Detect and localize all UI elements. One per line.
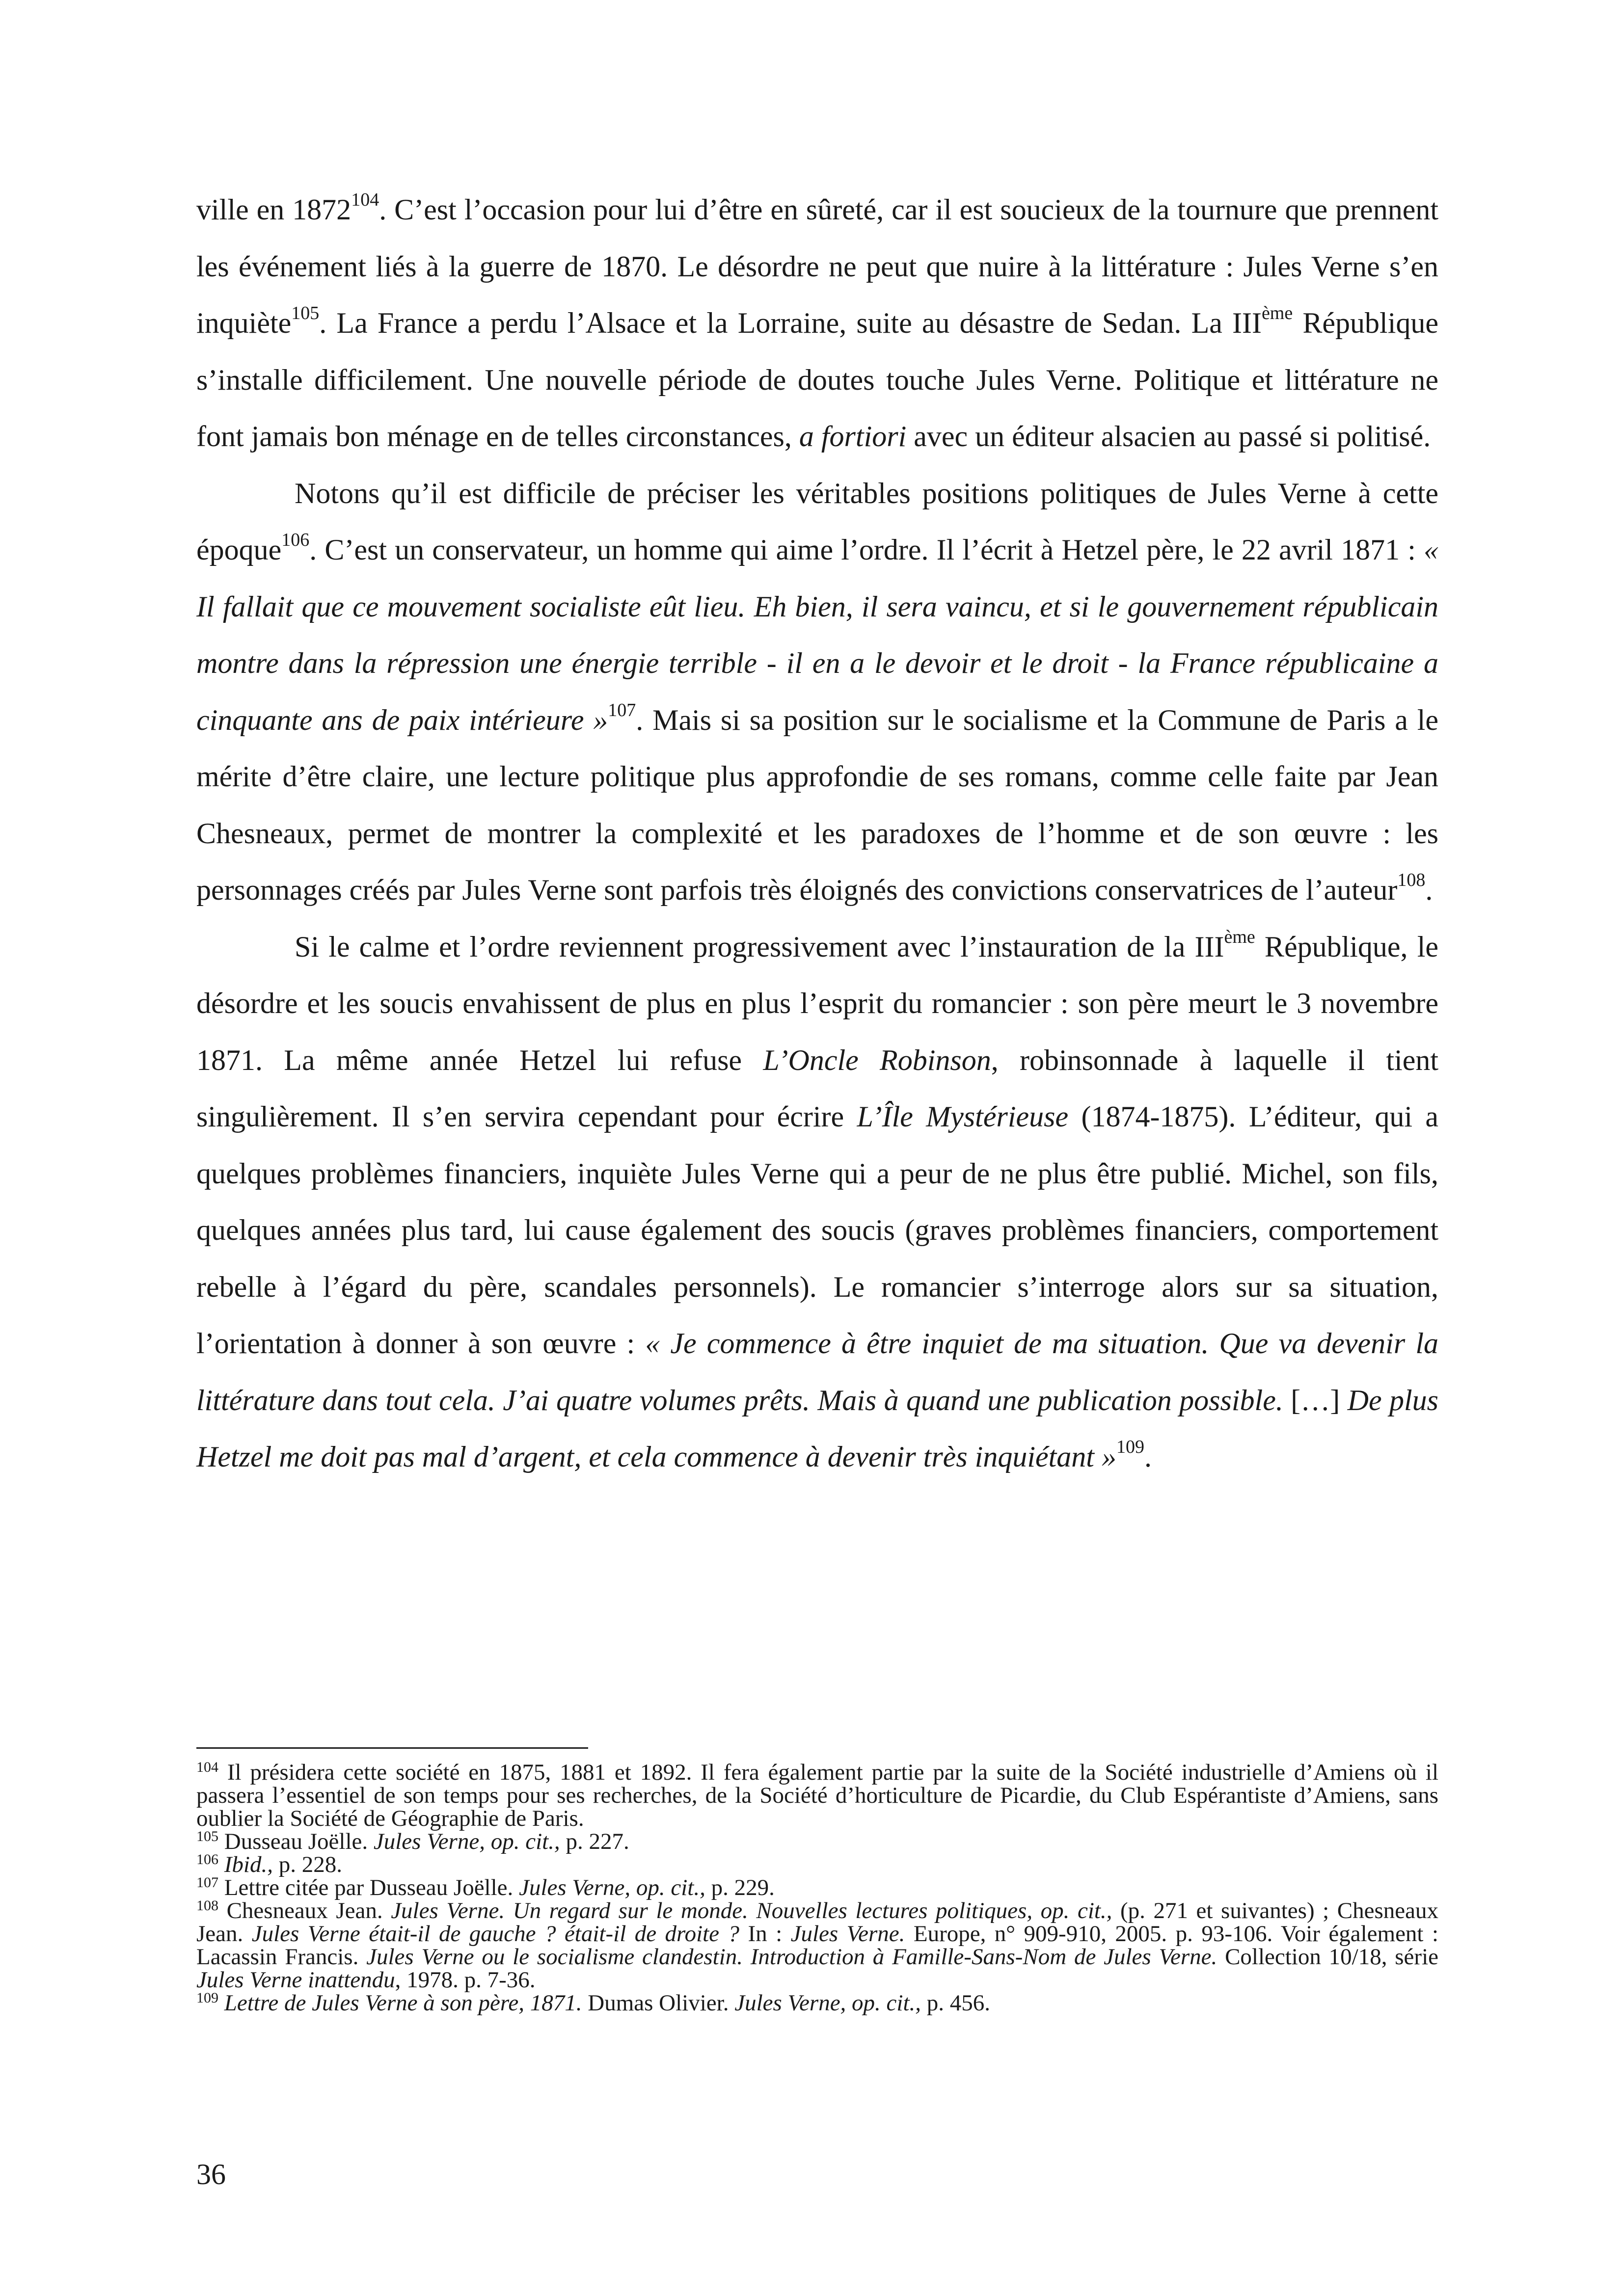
- book-title: L’Île Mystérieuse: [857, 1100, 1069, 1133]
- text-run: . C’est un conservateur, un homme qui aime l’ordre. Il l’écrit à Hetzel père, le 22 avril 1871 :: [309, 534, 1424, 566]
- footnote-107: [196, 1876, 1438, 1899]
- body-text: [196, 182, 1438, 1486]
- footnotes: [196, 1761, 1438, 2015]
- footnote-106: [196, 1853, 1438, 1876]
- footnote-text: Il présidera cette société en 1875, 1881 et 1892. Il fera également partie par la suite de la Société industrielle d’Amiens où il passera l’essentiel de son temps pour ses recherches, de la Société d’horticulture de Picardie, du Club Espérantiste d’Amiens, sans oublier la Société de Géographie de Paris.: [196, 1760, 1438, 1831]
- footnote-number: 105: [196, 1828, 218, 1844]
- text-run: avec un éditeur alsacien au passé si politisé.: [906, 420, 1431, 453]
- footnote-105: [196, 1830, 1438, 1853]
- footnote-text: Collection 10/18, série: [1217, 1944, 1438, 1970]
- footnote-italic: Jules Verne. Un regard sur le monde. Nouvelles lectures politiques, op. cit.,: [391, 1898, 1112, 1923]
- paragraph-2: [196, 465, 1438, 919]
- footnote-ref-109[interactable]: 109: [1116, 1437, 1144, 1457]
- footnote-text: [218, 1990, 224, 2016]
- footnote-italic: Jules Verne, op. cit.,: [519, 1875, 705, 1900]
- footnote-ref-106[interactable]: 106: [281, 530, 310, 550]
- footnote-number: 107: [196, 1874, 218, 1891]
- text-run: .: [1425, 874, 1433, 906]
- footnote-text: (p. 271 et suivantes) ; Chesneaux Jean.: [196, 1898, 1439, 1947]
- footnote-ref-107[interactable]: 107: [608, 699, 636, 721]
- footnote-italic: Jules Verne inattendu: [196, 1967, 395, 1993]
- text-run: , robinsonnade à laquelle il tient singulièrement. Il s’en servira cependant pour écrire: [196, 1043, 1438, 1133]
- quotation: « Il fallait que ce mouvement socialiste eût lieu. Eh bien, il sera vaincu, et si le gouvernement républicain montre dans la répression une énergie terrible - il en a le devoir et le droit - la France républicaine a cinquante ans de paix intérieure »: [196, 534, 1438, 736]
- footnote-number: 106: [196, 1851, 218, 1868]
- footnote-text: , 1978. p. 7-36.: [395, 1967, 536, 1993]
- paragraph-1: [196, 182, 1438, 465]
- book-title: L’Oncle Robinson: [763, 1043, 991, 1076]
- footnote-italic: Jules Verne ou le socialisme clandestin. Introduction à Famille-Sans-Nom de Jules Verne.: [366, 1944, 1217, 1970]
- footnote-text: Chesneaux Jean.: [218, 1898, 391, 1923]
- text-run: . C’est l’occasion pour lui d’être en sûreté, car il est soucieux de la tournure que prennent les événement liés à la guerre de 1870. Le désordre ne peut que nuire à la littérature : Jules Verne s’en inquiète: [196, 193, 1438, 339]
- footnote-number: 108: [196, 1897, 218, 1914]
- footnote-number: 109: [196, 1990, 218, 2006]
- footnote-text: p. 228.: [272, 1852, 342, 1877]
- footnote-text: p. 227.: [560, 1829, 629, 1854]
- paragraph-3: [196, 919, 1438, 1486]
- footnote-104: [196, 1761, 1438, 1830]
- text-run: […]: [1283, 1384, 1348, 1416]
- text-run: (1874-1875). L’éditeur, qui a quelques problèmes financiers, inquiète Jules Verne qui a peur de ne plus être publié. Michel, son fils, quelques années plus tard, lui cause également des soucis (graves problèmes financiers, comportement rebelle à l’égard du père, scandales personnels). Le romancier s’interroge alors sur sa situation, l’orientation à donner à son œuvre :: [196, 1100, 1439, 1360]
- footnote-italic: Jules Verne, op. cit.,: [373, 1829, 560, 1854]
- footnote-text: In :: [739, 1921, 791, 1947]
- text-run: Si le calme et l’ordre reviennent progressivement avec l’instauration de la III: [295, 930, 1224, 963]
- italic-text: a fortiori: [799, 420, 907, 453]
- footnote-text: p. 456.: [921, 1990, 991, 2016]
- quotation: « Je commence à être inquiet de ma situation. Que va devenir la littérature dans tout cela. J’ai quatre volumes prêts. Mais à quand une publication possible.: [196, 1327, 1438, 1416]
- footnote-text: Dusseau Joëlle.: [218, 1829, 374, 1854]
- footnote-italic: Ibid.,: [224, 1852, 273, 1877]
- ordinal-superscript: ème: [1224, 926, 1255, 947]
- footnote-108: [196, 1899, 1438, 1992]
- text-run: République, le désordre et les soucis envahissent de plus en plus l’esprit du romancier : son père meurt le 3 novembre 1871. La même année Hetzel lui refuse: [196, 930, 1439, 1076]
- footnote-italic: Jules Verne.: [790, 1921, 905, 1947]
- text-run: .: [1144, 1441, 1152, 1473]
- text-run: Notons qu’il est difficile de préciser les véritables positions politiques de Jules Verne à cette époque: [196, 477, 1438, 566]
- footnote-number: 104: [196, 1759, 218, 1775]
- text-run: République s’installe difficilement. Une nouvelle période de doutes touche Jules Verne. Politique et littérature ne font jamais bon ménage en de telles circonstances,: [196, 307, 1438, 453]
- footnote-text: Lettre citée par Dusseau Joëlle.: [218, 1875, 519, 1900]
- footnote-ref-108[interactable]: 108: [1397, 870, 1426, 890]
- text-run: . Mais si sa position sur le socialisme et la Commune de Paris a le mérite d’être claire, une lecture politique plus approfondie de ses romans, comme celle faite par Jean Chesneaux, permet de montrer la complexité et les paradoxes de l’homme et de son œuvre : les personnages créés par Jules Verne sont parfois très éloignés des convictions conservatrices de l’auteur: [196, 703, 1438, 906]
- quotation: De plus Hetzel me doit pas mal d’argent, et cela commence à devenir très inquiétant »: [196, 1384, 1438, 1473]
- footnote-109: [196, 1992, 1438, 2015]
- footnote-separator: [196, 1747, 588, 1749]
- footnote-italic: Jules Verne, op. cit.,: [734, 1990, 921, 2016]
- footnote-italic: Jules Verne était-il de gauche ? était-il de droite ?: [251, 1921, 740, 1947]
- text-run: . La France a perdu l’Alsace et la Lorraine, suite au désastre de Sedan. La III: [319, 307, 1262, 339]
- footnote-ref-105[interactable]: 105: [291, 303, 320, 323]
- page-number: 36: [196, 2158, 226, 2190]
- text-run: ville en 1872: [196, 193, 352, 226]
- footnote-text: [218, 1852, 224, 1877]
- footnote-text: Dumas Olivier.: [582, 1990, 735, 2016]
- ordinal-superscript: ème: [1261, 303, 1293, 323]
- footnote-text: Europe, n° 909-910, 2005. p. 93-106. Voir également : Lacassin Francis.: [196, 1921, 1439, 1970]
- footnote-ref-104[interactable]: 104: [351, 189, 379, 210]
- footnote-text: p. 229.: [705, 1875, 775, 1900]
- footnote-italic: Lettre de Jules Verne à son père, 1871.: [224, 1990, 582, 2016]
